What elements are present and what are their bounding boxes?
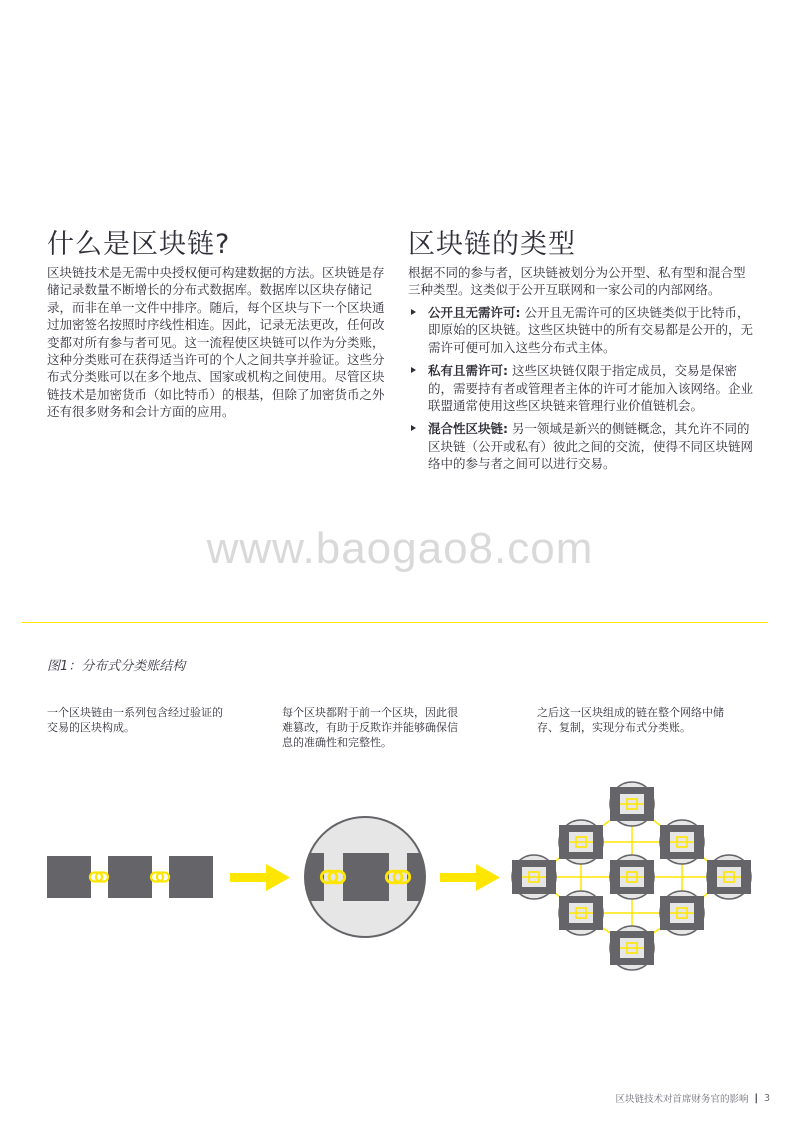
bullet-term: 公开且无需许可:	[428, 305, 521, 320]
section-title-what-is-blockchain: 什么是区块链?	[47, 229, 231, 260]
bullet-text: 这些区块链仅限于指定成员，交易是保密的，需要持有者或管理者主体的许可才能加入该网络。企业联盟通常使用这些区块链来管理行业价值链机会。	[428, 363, 754, 414]
bullet-triangle-icon	[411, 425, 416, 431]
bullet-text: 公开且无需许可的区块链类似于比特币，即原始的区块链。这些区块链中的所有交易都是公开的，无需许可便可加入这些分布式主体。	[428, 305, 754, 355]
bullet-triangle-icon	[411, 309, 416, 315]
page-footer	[615, 1091, 770, 1105]
footer-title: 区块链技术对首席财务官的影响	[615, 1094, 749, 1105]
bullet-term: 私有且需许可:	[428, 363, 508, 379]
arrow-right-icon	[440, 864, 500, 891]
section-title-blockchain-types: 区块链的类型	[408, 229, 576, 260]
list-item	[408, 420, 758, 472]
footer-separator: |	[754, 1092, 758, 1104]
figure-step-3-text: 之后这一区块组成的链在整个网络中储存、复制，实现分布式分类账。	[537, 706, 724, 734]
what-is-blockchain-paragraph: 区块链技术是无需中央授权便可构建数据的方法。区块链是存储记录数量不断增长的分布式数据库。数据库以区块存储记录，而非在单一文件中排序。随后，每个区块与下一个区块通过加密签名按照时序线性相连。因此，记录无法更改，任何改变都对所有参与者可见。这一流程使区块链可以作为分类账，这种分类账可在获得适当许可的个人之间共享并验证。这些分布式分类账可以在多个地点、国家或机构之间使用。尽管区块链技术是加密货币（如比特币）的根基，但除了加密货币之外还有很多财务和会计方面的应用。	[47, 265, 385, 420]
bullet-triangle-icon	[411, 367, 416, 373]
bullet-term: 混合性区块链:	[428, 421, 508, 437]
network-icon	[512, 782, 751, 970]
bullet-text: 另一领域是新兴的侧链概念，其允许不同的区块链（公开或私有）彼此之间的交流，使得不同区块链网络中的参与者之间可以进行交易。	[428, 421, 754, 472]
blockchain-types-list	[408, 304, 758, 479]
section-divider	[22, 622, 768, 623]
distributed-ledger-diagram	[0, 780, 800, 980]
figure-step-1-text: 一个区块链由一系列包含经过验证的交易的区块构成。	[47, 706, 223, 734]
chain-of-blocks-icon	[47, 856, 213, 898]
figure-caption: 图1：分布式分类账结构	[47, 659, 186, 674]
page-number: 3	[763, 1092, 770, 1104]
arrow-right-icon	[230, 864, 290, 891]
blockchain-types-intro: 根据不同的参与者，区块链被划分为公开型、私有型和混合型三种类型。这类似于公开互联网和一家公司的内部网络。	[408, 265, 746, 298]
figure-step-2-text: 每个区块都附于前一个区块，因此很难篡改，有助于反欺诈并能够确保信息的准确性和完整性。	[282, 706, 458, 749]
list-item	[408, 362, 758, 414]
list-item	[408, 304, 758, 356]
watermark-text: www.baogao8.com	[206, 524, 594, 573]
magnified-block-icon	[298, 817, 433, 937]
